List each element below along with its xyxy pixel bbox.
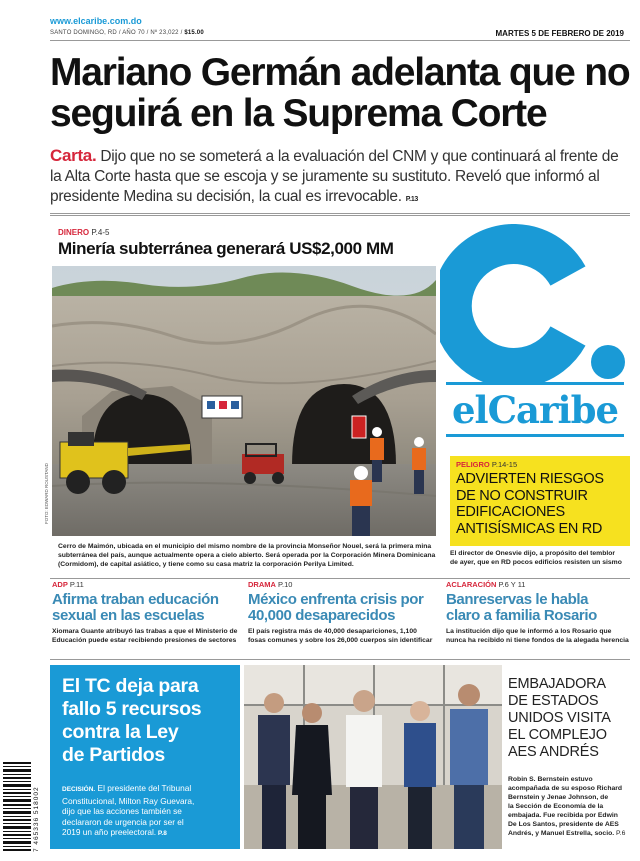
brief-tag [248, 580, 292, 589]
peligro-story [450, 456, 630, 576]
caption-line-2: subterránea del país, aunque actualmente opera a cielo abierto. Será operada por la Corporación Minera Dominicana [58, 552, 436, 559]
peligro-desc-line-2: de ayer, que en RD pocos edificios resisten un sismo [450, 559, 622, 566]
embassy-visit-photo[interactable] [244, 665, 502, 849]
brief-desc-line: Educación puede estar recibiendo presiones de sectores [52, 637, 237, 644]
tc-desc-line: El presidente del Tribunal [95, 783, 192, 793]
tc-page-ref: P.8 [156, 830, 167, 837]
mining-caption [58, 542, 436, 569]
briefs-divider [50, 578, 630, 579]
tc-desc-line: 2019 un año preelectoral. [62, 827, 157, 837]
brief-title-line: 40,000 desaparecidos [248, 607, 396, 624]
aes-headline[interactable] [508, 676, 630, 761]
photo-credit: FOTO: EDWARD ROUSTAND [44, 463, 49, 524]
aes-desc-line: la Sección de Economía de la [508, 803, 604, 810]
mine-tunnel-photo[interactable] [52, 266, 436, 536]
lead-body: Dijo que no se someterá a la evaluación del CNM y que continuará al frente de la Alta Corte hasta que se escoja y se juramente su sustituto. Reveló que informó al presidente Medina su decisión, la cual es irrevocable. [50, 148, 619, 205]
aes-summary [508, 775, 630, 838]
brief-title-line: claro a familia Rosario [446, 607, 597, 624]
brief-headline[interactable] [248, 592, 424, 624]
aes-desc-line: embajada. Fue recibida por Edwin [508, 812, 618, 819]
tc-summary [62, 783, 232, 840]
elcaribe-logo[interactable] [440, 224, 630, 450]
brief-summary [248, 627, 432, 645]
mining-headline[interactable]: Minería subterránea generará US$2,000 MM [58, 239, 394, 258]
lead-kicker: Carta. [50, 146, 97, 165]
top-rule [50, 40, 630, 41]
group-photo-illustration [244, 665, 502, 849]
tc-desc-line: declararon de urgencia por ser el [62, 816, 184, 827]
brief-pages: P.10 [275, 580, 293, 589]
edition-info [50, 30, 204, 36]
peligro-section: PELIGRO [456, 460, 490, 469]
logo-rule-bottom [446, 434, 624, 437]
issue-date: MARTES 5 DE FEBRERO DE 2019 [495, 29, 624, 38]
aes-desc-line: De Los Santos, presidente de AES [508, 821, 619, 828]
aes-desc-line: Robin S. Bernstein estuvo [508, 776, 593, 783]
brief-headline[interactable] [446, 592, 597, 624]
masthead [50, 16, 630, 46]
brief-summary [52, 627, 237, 645]
peligro-summary [450, 549, 630, 567]
tc-story[interactable] [50, 665, 240, 849]
mining-story [44, 224, 438, 576]
brief-title-line: sexual en las escuelas [52, 607, 205, 624]
aes-desc-line: Andrés, y Manuel Estrella, socio. [508, 830, 615, 837]
peligro-headline[interactable] [456, 471, 628, 537]
mining-pages: P.4-5 [89, 228, 110, 237]
brief-pages: P.6 Y 11 [496, 580, 526, 589]
peligro-pages: P.14-15 [489, 460, 518, 469]
price: $15.00 [184, 30, 204, 36]
peligro-title-line-4: ANTISÍSMICAS EN RD [456, 520, 603, 537]
aes-desc-line: Bernstein y Jenae Johnson, de [508, 794, 609, 801]
brief-pages: P.11 [67, 580, 84, 589]
tc-desc-line: dijo que las acciones también se [62, 806, 182, 816]
brief-tag [52, 580, 84, 589]
aes-page-ref: P.6 [614, 830, 626, 837]
mine-tunnel-illustration [52, 266, 436, 536]
brief-adp [52, 580, 242, 660]
brief-summary [446, 627, 629, 645]
brief-desc-line: El país registra más de 40,000 desapariciones, 1,100 [248, 628, 417, 635]
logo-c-mark [440, 224, 630, 384]
tc-title-line: contra la Ley [62, 721, 179, 743]
peligro-desc-line-1: El director de Onesvie dijo, a propósito del temblor [450, 550, 616, 557]
brief-drama [248, 580, 440, 660]
bottom-divider [50, 659, 630, 660]
brief-desc-line: nunca ha recibido ni tiene fondos de la alegada herencia [446, 637, 629, 644]
tc-title-line: de Partidos [62, 744, 165, 766]
peligro-title-line-3: EDIFICACIONES [456, 504, 565, 520]
brief-section: ACLARACIÓN [446, 580, 497, 589]
lead-summary [50, 146, 630, 210]
aes-desc-line: acompañada de su esposo Richard [508, 785, 623, 792]
brief-aclaracion [446, 580, 630, 660]
aes-title-line: AES ANDRÉS [508, 744, 599, 760]
tc-headline [62, 675, 234, 767]
barcode [3, 762, 45, 852]
barcode-digits: 7 465336 518002 [33, 786, 40, 852]
mining-section-tag [58, 228, 109, 237]
brief-title-line: Banreservas le habla [446, 591, 589, 608]
brief-title-line: México enfrenta crisis por [248, 591, 424, 608]
site-url-link[interactable]: www.elcaribe.com.do [50, 16, 142, 26]
tc-title-line: El TC deja para [62, 675, 199, 697]
logo-rule-top [446, 382, 624, 385]
tc-desc-line: Constitucional, Milton Ray Guevara, [62, 795, 195, 806]
barcode-bars [3, 762, 31, 852]
mining-section: DINERO [58, 228, 90, 237]
brief-desc-line: Xiomara Guante atribuyó las trabas a que el Ministerio de [52, 628, 238, 635]
caption-line-1: Cerro de Maimón, ubicada en el municipio del mismo nombre de la provincia Monseñor Nouel, será la primera mina [58, 543, 432, 550]
brief-desc-line: La institución dijo que le informó a los Rosario que [446, 628, 612, 635]
brief-desc-line: fosas comunes y sobre los 26,000 cuerpos sin identificar [248, 637, 433, 644]
edition-text: SANTO DOMINGO, RD / AÑO 70 / Nº 23,022 / [50, 30, 183, 36]
tc-kicker: DECISIÓN. [62, 786, 96, 793]
aes-title-line: UNIDOS VISITA [508, 710, 611, 726]
brief-tag [446, 580, 525, 589]
aes-title-line: EMBAJADORA [508, 676, 606, 692]
logo-wordmark: elCaribe [452, 388, 618, 432]
caption-line-3: (Cormidom), de capital asiático, y tiene como su casa matriz la corporación Perilya Limited. [58, 561, 354, 568]
lead-headline[interactable]: Mariano Germán adelanta que no seguirá en la Suprema Corte [50, 51, 630, 135]
brief-title-line: Afirma traban educación [52, 591, 219, 608]
section-divider [50, 213, 630, 216]
aes-story [508, 676, 630, 838]
peligro-title-line-1: ADVIERTEN RIESGOS [456, 471, 604, 487]
peligro-title-line-2: DE NO CONSTRUIR [456, 487, 588, 504]
lead-page-ref: P.13 [405, 196, 419, 203]
peligro-section-tag [456, 460, 517, 469]
brief-headline[interactable] [52, 592, 219, 624]
brief-section: ADP [52, 580, 68, 589]
tc-title-line: fallo 5 recursos [62, 698, 202, 720]
aes-title-line: DE ESTADOS [508, 693, 599, 709]
brief-section: DRAMA [248, 580, 276, 589]
aes-title-line: EL COMPLEJO [508, 727, 607, 743]
